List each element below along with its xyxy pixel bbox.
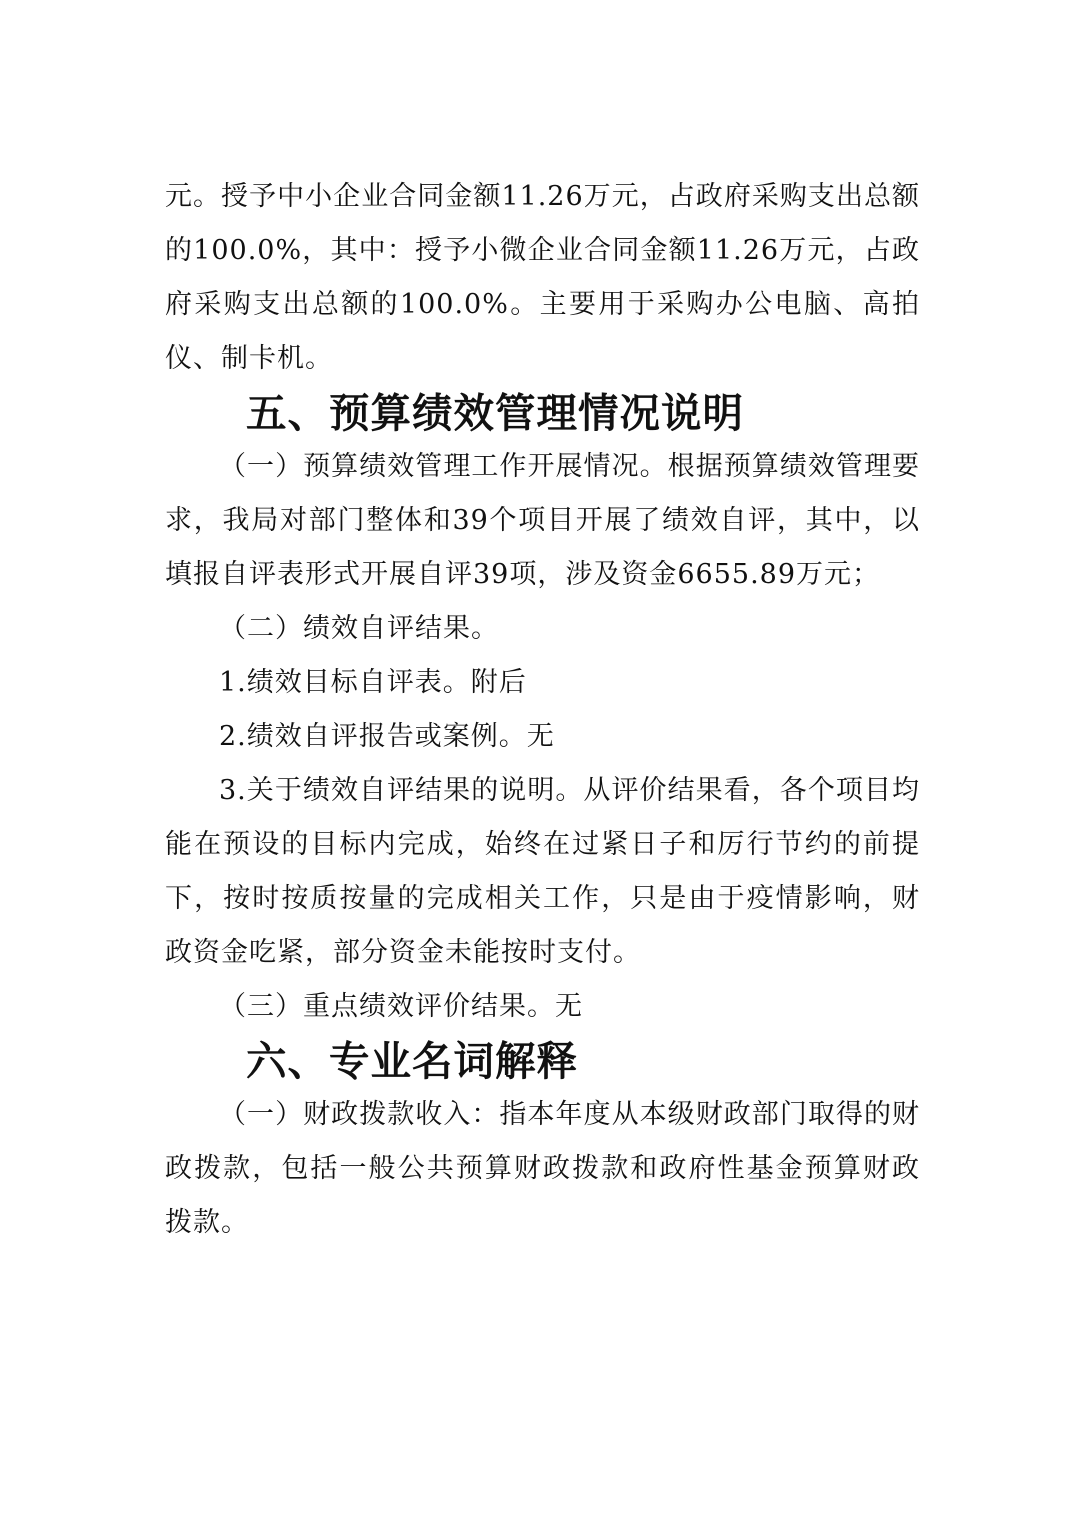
paragraph-procurement-continued: 元。授予中小企业合同金额11.26万元，占政府采购支出总额的100.0%，其中：授予小微企业合同金额11.26万元，占政府采购支出总额的100.0%。主要用于采购办公电脑、高拍仪、制卡机。	[165, 181, 920, 374]
section-heading-terms: 六、专业名词解释	[246, 1037, 578, 1085]
paragraph-key-evaluation: （三）重点绩效评价结果。无	[219, 991, 583, 1022]
paragraph-term-fiscal-appropriation: （一）财政拨款收入：指本年度从本级财政部门取得的财政拨款，包括一般公共预算财政拨款和政府性基金预算财政拨款。	[165, 1099, 920, 1238]
document-body	[165, 170, 920, 1250]
paragraph-item-1: 1.绩效目标自评表。附后	[219, 667, 527, 698]
paragraph-item-3: 3.关于绩效自评结果的说明。从评价结果看，各个项目均能在预设的目标内完成，始终在过紧日子和厉行节约的前提下，按时按质按量的完成相关工作，只是由于疫情影响，财政资金吃紧，部分资金未能按时支付。	[165, 775, 920, 968]
paragraph-performance-work: （一）预算绩效管理工作开展情况。根据预算绩效管理要求，我局对部门整体和39个项目开展了绩效自评，其中，以填报自评表形式开展自评39项，涉及资金6655.89万元；	[165, 451, 920, 590]
paragraph-self-evaluation-results: （二）绩效自评结果。	[219, 613, 499, 644]
section-heading-budget-performance: 五、预算绩效管理情况说明	[246, 389, 744, 437]
paragraph-item-2: 2.绩效自评报告或案例。无	[219, 721, 555, 752]
